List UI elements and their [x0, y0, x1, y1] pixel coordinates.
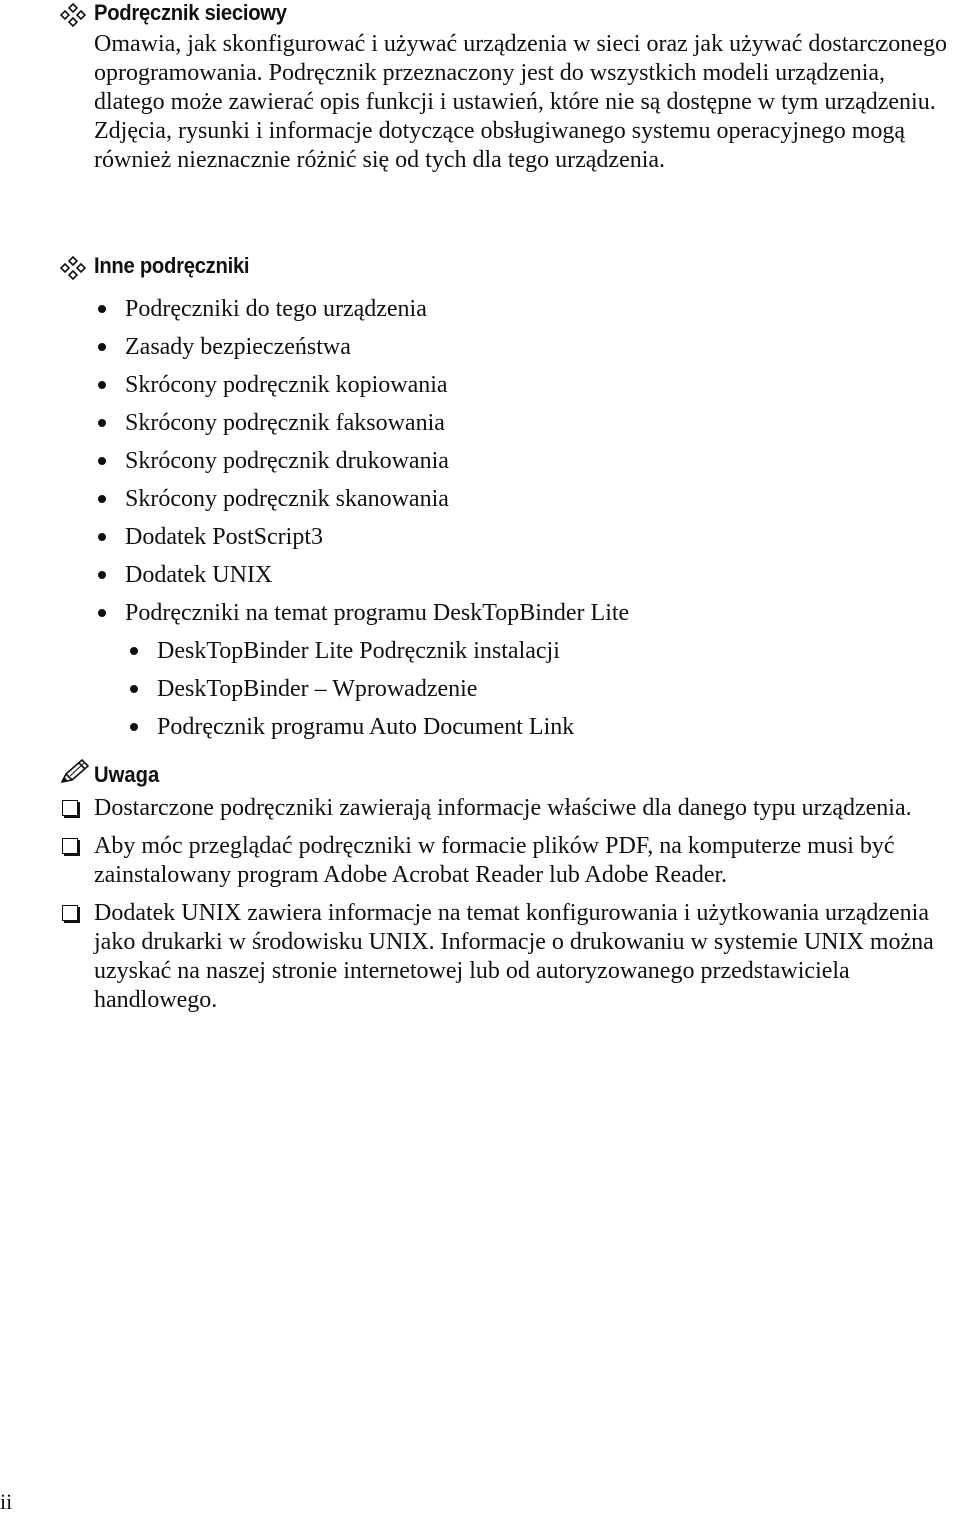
bullet-icon [130, 685, 138, 693]
bullet-icon [98, 571, 106, 579]
bullet-icon [98, 457, 106, 465]
checkbox-bullet-icon [62, 838, 78, 854]
diamond-cluster-icon [60, 3, 86, 27]
section-paragraph: Omawia, jak skonfigurować i używać urządzenia w sieci oraz jak używać dostarczonego oprogramowania. Podręcznik przeznaczony jest do wszystkich modeli urządzenia, dlatego może zawierać opis funkcji i ustawień, które nie są dostępne w tym urządzeniu. Zdjęcia, rysunki i informacje dotyczące obsługiwanego systemu operacyjnego mogą również nieznacznie różnić się od tych dla tego urządzenia. [94, 31, 947, 173]
bullet-icon [98, 343, 106, 351]
page-number: ii [0, 1489, 13, 1514]
diamond-cluster-icon [60, 256, 86, 280]
bullet-icon [130, 647, 138, 655]
section-heading [0, 253, 960, 283]
note-title: Uwaga [94, 762, 160, 787]
bullet-icon [98, 305, 106, 313]
pencil-icon [58, 758, 92, 786]
list-item: Podręcznik programu Auto Document Link [0, 713, 960, 751]
note-item: Dodatek UNIX zawiera informacje na temat konfigurowania i użytkowania urządzenia jako drukarki w środowisku UNIX. Informacje o drukowaniu w systemie UNIX można uzyskać na naszej stronie internetowej lub od autoryzowanego przedstawiciela handlowego. [0, 899, 960, 1015]
list-item: Skrócony podręcznik faksowania [0, 409, 960, 447]
bullet-icon [98, 419, 106, 427]
desktopbinder-sublist [0, 637, 960, 751]
list-item: Skrócony podręcznik drukowania [0, 447, 960, 485]
note-heading [0, 758, 960, 792]
list-item: Dodatek UNIX [0, 561, 960, 599]
section-heading [0, 0, 960, 30]
list-item: Zasady bezpieczeństwa [0, 333, 960, 371]
bullet-icon [98, 381, 106, 389]
manuals-list [0, 295, 960, 637]
list-item: Skrócony podręcznik skanowania [0, 485, 960, 523]
note-item: Dostarczone podręczniki zawierają informacje właściwe dla danego typu urządzenia. [0, 794, 960, 823]
list-item: Podręczniki do tego urządzenia [0, 295, 960, 333]
section-note [0, 758, 960, 1024]
bullet-icon [130, 723, 138, 731]
section-other-manuals [0, 253, 960, 751]
bullet-icon [98, 495, 106, 503]
bullet-icon [98, 609, 106, 617]
section-network-guide [0, 0, 960, 175]
checkbox-bullet-icon [62, 800, 78, 816]
note-item: Aby móc przeglądać podręczniki w formacie plików PDF, na komputerze musi być zainstalowany program Adobe Acrobat Reader lub Adobe Reader. [0, 832, 960, 890]
list-item: Podręczniki na temat programu DeskTopBinder Lite [0, 599, 960, 637]
checkbox-bullet-icon [62, 905, 78, 921]
bullet-icon [98, 533, 106, 541]
list-item: DeskTopBinder – Wprowadzenie [0, 675, 960, 713]
list-item: DeskTopBinder Lite Podręcznik instalacji [0, 637, 960, 675]
list-item: Dodatek PostScript3 [0, 523, 960, 561]
section-title: Inne podręczniki [94, 253, 250, 278]
section-title: Podręcznik sieciowy [94, 0, 287, 25]
list-item: Skrócony podręcznik kopiowania [0, 371, 960, 409]
